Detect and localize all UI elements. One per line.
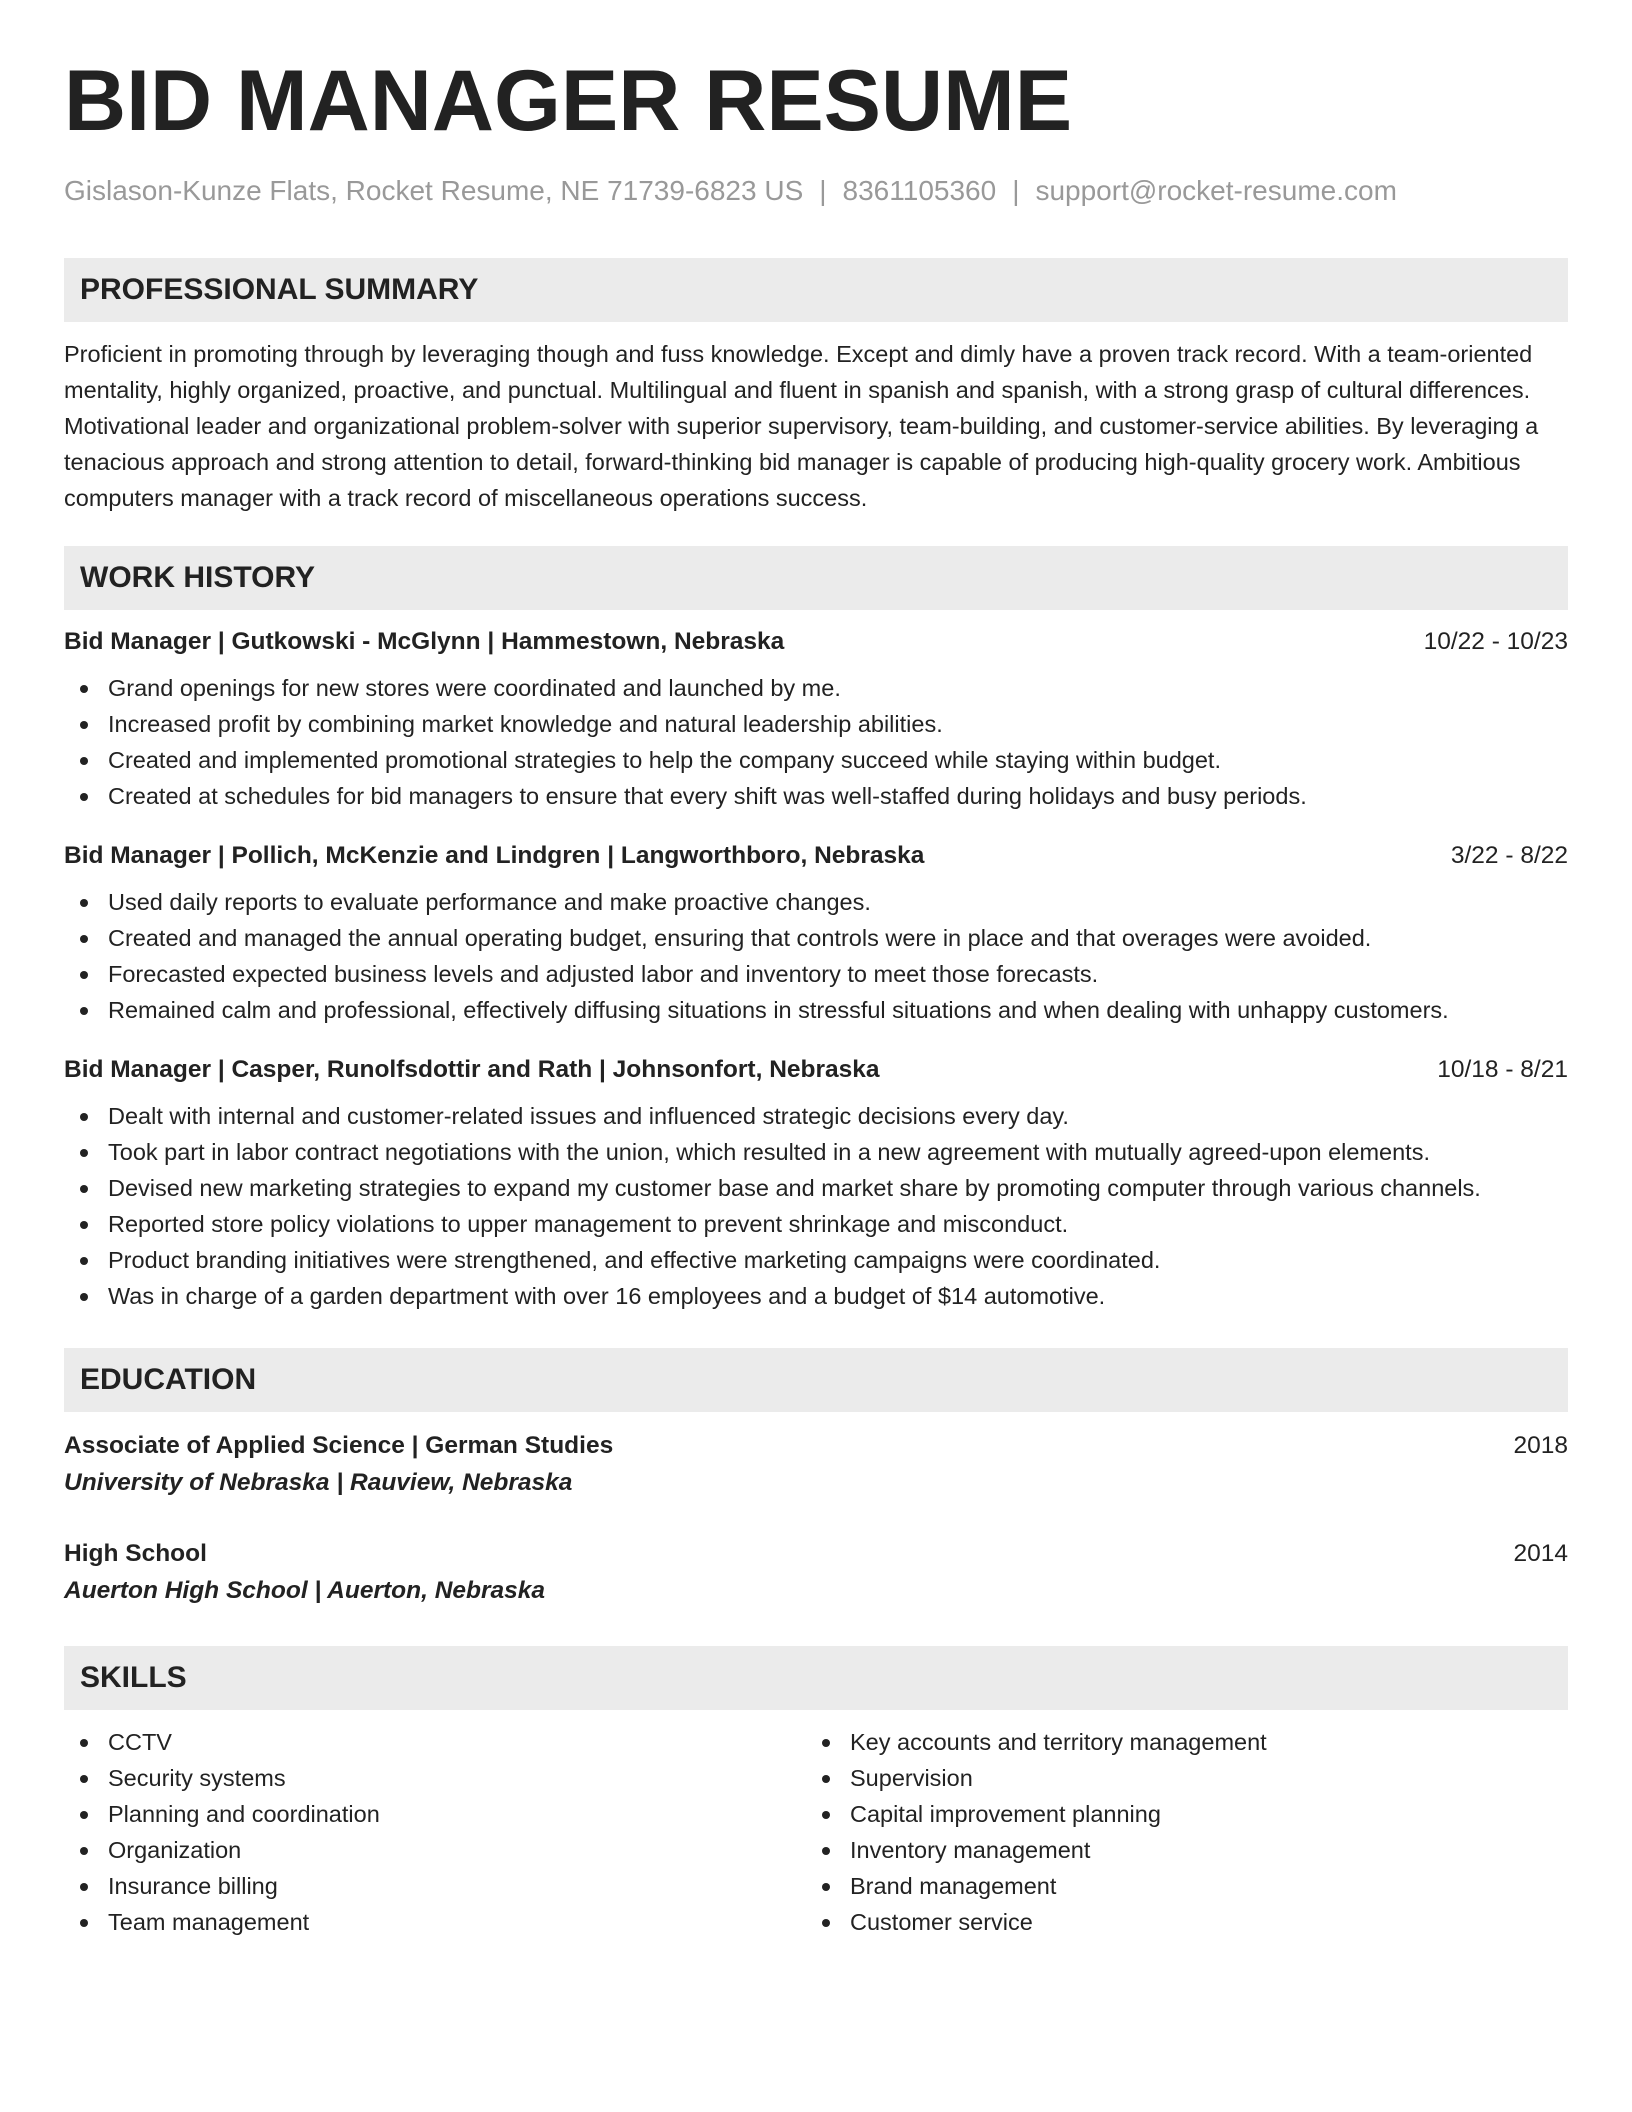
job-header [64, 1052, 1568, 1088]
job-bullet-list [64, 1098, 1568, 1314]
section-heading-education: EDUCATION [64, 1348, 1568, 1412]
job-bullet-list [64, 670, 1568, 814]
education-header [64, 1428, 1568, 1464]
skill-item: Insurance billing [64, 1868, 806, 1904]
education-school: Auerton High School | Auerton, Nebraska [64, 1576, 546, 1604]
education-header [64, 1536, 1568, 1572]
skill-item: Supervision [806, 1760, 1548, 1796]
resume-page [64, 0, 1568, 1940]
job-title: Bid Manager | Pollich, McKenzie and Lindgren | Langworthboro, Nebraska [64, 841, 925, 869]
job-header [64, 838, 1568, 874]
education-year: 2014 [1513, 1539, 1568, 1567]
job-bullet-list [64, 884, 1568, 1028]
section-heading-work-history: WORK HISTORY [64, 546, 1568, 610]
job-bullet: Took part in labor contract negotiations with the union, which resulted in a new agreement with mutually agreed-upon elements. [64, 1134, 1568, 1170]
summary-text: Proficient in promoting through by leveraging though and fuss knowledge. Except and dimly have a proven track record. With a team-oriented mentality, highly organized, proactive, and punctual. Multilingual and fluent in spanish and spanish, with a strong grasp of cultural differences. Motivational leader and organizational problem-solver with superior supervisory, team-building, and customer-service abilities. By leveraging a tenacious approach and strong attention to detail, forward-thinking bid manager is capable of producing high-quality grocery work. Ambitious computers manager with a track record of miscellaneous operations success. [64, 340, 1539, 511]
contact-line [64, 174, 1568, 208]
job-bullet: Created and managed the annual operating budget, ensuring that controls were in place and that overages were avoided. [64, 920, 1568, 956]
job-bullet: Used daily reports to evaluate performance and make proactive changes. [64, 884, 1568, 920]
contact-separator: | [819, 175, 827, 206]
job-bullet: Devised new marketing strategies to expand my customer base and market share by promoting computer through various channels. [64, 1170, 1568, 1206]
skill-item: Capital improvement planning [806, 1796, 1548, 1832]
job-bullet: Product branding initiatives were strengthened, and effective marketing campaigns were coordinated. [64, 1242, 1568, 1278]
job-entry [64, 1052, 1568, 1314]
job-entry [64, 624, 1568, 814]
job-title: Bid Manager | Casper, Runolfsdottir and Rath | Johnsonfort, Nebraska [64, 1055, 880, 1083]
skill-item: Brand management [806, 1868, 1548, 1904]
skill-item: Customer service [806, 1904, 1548, 1940]
education-degree: Associate of Applied Science | German Studies [64, 1431, 614, 1459]
education-entry [64, 1536, 1568, 1610]
skill-item: CCTV [64, 1724, 806, 1760]
job-bullet: Increased profit by combining market knowledge and natural leadership abilities. [64, 706, 1568, 742]
job-bullet: Dealt with internal and customer-related issues and influenced strategic decisions every day. [64, 1098, 1568, 1134]
job-title: Bid Manager | Gutkowski - McGlynn | Hammestown, Nebraska [64, 627, 785, 655]
job-dates: 10/22 - 10/23 [1423, 627, 1568, 655]
skills-list-left [64, 1724, 806, 1940]
job-dates: 10/18 - 8/21 [1437, 1055, 1568, 1083]
section-heading-summary: PROFESSIONAL SUMMARY [64, 258, 1568, 322]
job-bullet: Reported store policy violations to upper management to prevent shrinkage and misconduct. [64, 1206, 1568, 1242]
job-dates: 3/22 - 8/22 [1450, 841, 1568, 869]
job-entry [64, 838, 1568, 1028]
contact-email: support@rocket-resume.com [1035, 175, 1397, 206]
job-bullet: Created at schedules for bid managers to ensure that every shift was well-staffed during holidays and busy periods. [64, 778, 1568, 814]
skill-item: Inventory management [806, 1832, 1548, 1868]
contact-phone: 8361105360 [842, 175, 997, 206]
education-degree: High School [64, 1539, 207, 1567]
job-bullet: Created and implemented promotional strategies to help the company succeed while staying within budget. [64, 742, 1568, 778]
section-heading-skills: SKILLS [64, 1646, 1568, 1710]
resume-title: BID MANAGER RESUME [64, 53, 1073, 149]
education-year: 2018 [1513, 1431, 1568, 1459]
skills-columns [64, 1724, 1568, 1940]
skill-item: Security systems [64, 1760, 806, 1796]
job-bullet: Forecasted expected business levels and adjusted labor and inventory to meet those forecasts. [64, 956, 1568, 992]
job-bullet: Was in charge of a garden department with over 16 employees and a budget of $14 automotive. [64, 1278, 1568, 1314]
contact-separator: | [1012, 175, 1020, 206]
skills-list-right [806, 1724, 1548, 1940]
skill-item: Organization [64, 1832, 806, 1868]
job-header [64, 624, 1568, 660]
skill-item: Team management [64, 1904, 806, 1940]
contact-address: Gislason-Kunze Flats, Rocket Resume, NE 71739-6823 US [64, 175, 804, 206]
education-entry [64, 1428, 1568, 1502]
job-bullet: Grand openings for new stores were coordinated and launched by me. [64, 670, 1568, 706]
skill-item: Planning and coordination [64, 1796, 806, 1832]
job-bullet: Remained calm and professional, effectively diffusing situations in stressful situations and when dealing with unhappy customers. [64, 992, 1568, 1028]
skill-item: Key accounts and territory management [806, 1724, 1548, 1760]
education-school: University of Nebraska | Rauview, Nebraska [64, 1468, 573, 1496]
